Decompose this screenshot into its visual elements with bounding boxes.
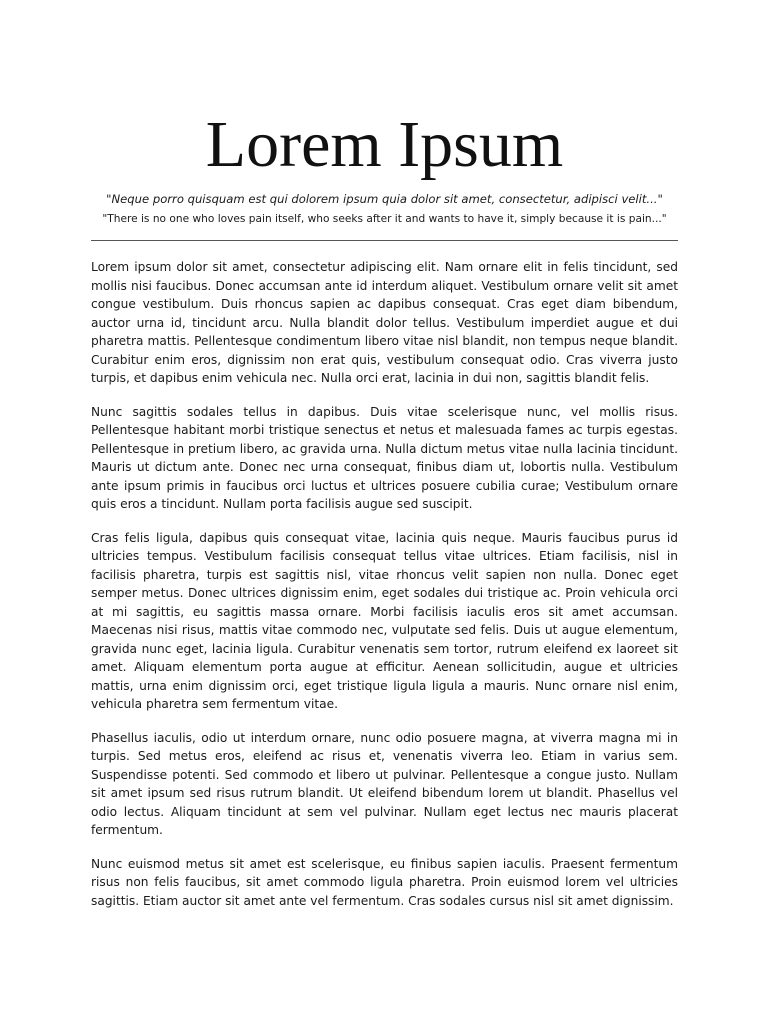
paragraph-1: Lorem ipsum dolor sit amet, consectetur adipiscing elit. Nam ornare elit in felis tincidunt, sed mollis nisi faucibus. Donec accumsan ante id interdum aliquet. Vestibulum ornare velit sit amet congue vestibulum. Duis rhoncus sapien ac dapibus consequat. Cras eget diam bibendum, auctor urna id, tincidunt arcu. Nulla blandit dolor tellus. Vestibulum imperdiet augue et dui pharetra mattis. Pellentesque condimentum libero vitae nisl blandit, non tempus neque blandit. Curabitur enim eros, dignissim non erat quis, vestibulum consequat odio. Cras viverra justo turpis, et dapibus enim vehicula nec. Nulla orci erat, lacinia in dui non, sagittis blandit felis. [91,260,678,385]
paragraph-2: Nunc sagittis sodales tellus in dapibus. Duis vitae scelerisque nunc, vel mollis risus. Pellentesque habitant morbi tristique senectus et netus et malesuada fames ac turpis egestas. Pellentesque in pretium libero, ac gravida urna. Nulla dictum metus vitae nulla lacinia tincidunt. Mauris ut dictum ante. Donec nec urna consequat, finibus diam ut, lobortis nulla. Vestibulum ante ipsum primis in faucibus orci luctus et ultrices posuere cubilia curae; Vestibulum ornare quis eros a tincidunt. Nullam porta facilisis augue sed suscipit. [91,404,678,511]
latin-quote: "Neque porro quisquam est qui dolorem ipsum quia dolor sit amet, consectetur, adipisci velit..." [106,192,663,206]
english-quote: "There is no one who loves pain itself, who seeks after it and wants to have it, simply because it is pain..." [102,213,667,225]
paragraph-5: Nunc euismod metus sit amet est scelerisque, eu finibus sapien iaculis. Praesent fermentum risus non felis faucibus, sit amet commodo ligula pharetra. Proin euismod lorem vel ultricies sagittis. Etiam auctor sit amet ante vel fermentum. Cras sodales cursus nisl sit amet dignissim. [91,856,678,908]
paragraph-4: Phasellus iaculis, odio ut interdum ornare, nunc odio posuere magna, at viverra magna mi in turpis. Sed metus eros, eleifend ac risus et, venenatis viverra leo. Etiam in varius sem. Suspendisse potenti. Sed commodo et libero ut pulvinar. Pellentesque a congue justo. Nullam sit amet ipsum sed risus rutrum blandit. Ut eleifend bibendum lorem ut blandit. Phasellus vel odio lectus. Aliquam tincidunt at sem vel pulvinar. Nullam eget lectus nec mauris placerat fermentum. [91,730,678,837]
horizontal-divider [91,240,678,241]
page-title: Lorem Ipsum [205,108,564,181]
body-text [91,258,678,910]
document-page [91,0,678,925]
paragraph-3: Cras felis ligula, dapibus quis consequat vitae, lacinia quis neque. Mauris faucibus purus id ultricies tempus. Vestibulum facilisis consequat tellus vitae ultrices. Etiam facilisis, nisl in facilisis pharetra, turpis est sagittis nisl, vitae rhoncus velit sapien non nulla. Donec eget semper metus. Donec ultrices dignissim enim, eget sodales dui tristique ac. Proin vehicula orci at mi sagittis, eu sagittis massa ornare. Morbi facilisis iaculis eros sit amet accumsan. Maecenas nisi risus, mattis vitae commodo nec, vulputate sed felis. Duis ut augue elementum, gravida nunc eget, lacinia ligula. Curabitur venenatis sem tortor, rutrum eleifend ex laoreet sit amet. Aliquam elementum porta augue at efficitur. Aenean sollicitudin, augue et ultricies mattis, urna enim dignissim orci, eget tristique ligula ligula a mauris. Nunc ornare nisl enim, vehicula pharetra sem fermentum vitae. [91,530,678,711]
